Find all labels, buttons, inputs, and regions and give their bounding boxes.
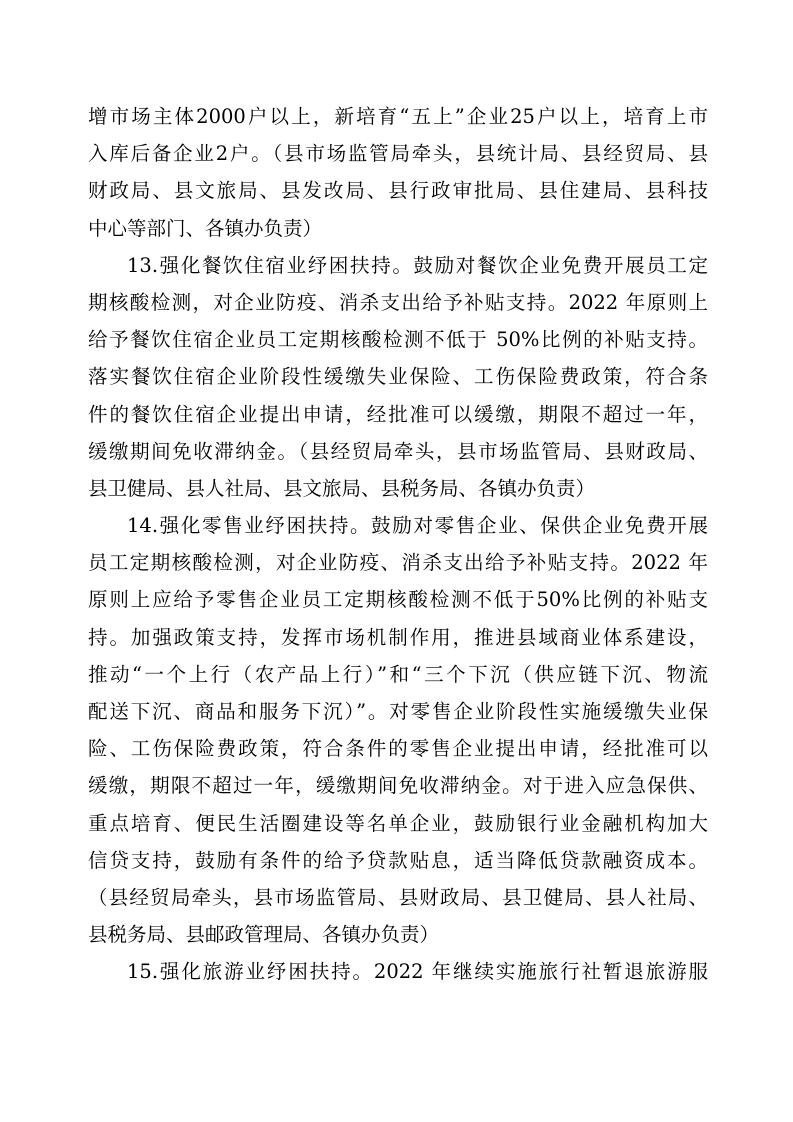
text-line: 15.强化旅游业纾困扶持。2022 年继续实施旅行社暂退旅游服: [127, 960, 708, 984]
text-line: 期核酸检测，对企业防疫、消杀支出给予补贴支持。2022 年原则上: [88, 290, 708, 314]
text-line: （县经贸局牵头，县市场监管局、县财政局、县卫健局、县人社局、: [88, 885, 708, 909]
text-line: 件的餐饮住宿企业提出申请，经批准可以缓缴，期限不超过一年，: [88, 402, 708, 426]
text-line: 13.强化餐饮住宿业纾困扶持。鼓励对餐饮企业免费开展员工定: [127, 253, 708, 277]
text-line: 县税务局、县邮政管理局、各镇办负责）: [88, 923, 440, 947]
text-line: 配送下沉、商品和服务下沉）”。对零售企业阶段性实施缓缴失业保: [88, 700, 708, 723]
text-line: 缓缴期间免收滞纳金。（县经贸局牵头，县市场监管局、县财政局、: [88, 439, 708, 463]
text-line: 信贷支持，鼓励有条件的给予贷款贴息，适当降低贷款融资成本。: [88, 848, 708, 872]
text-line: 14.强化零售业纾困扶持。鼓励对零售企业、保供企业免费开展: [127, 514, 708, 538]
text-line: 重点培育、便民生活圈建设等名单企业，鼓励银行业金融机构加大: [88, 811, 708, 835]
text-line: 险、工伤保险费政策，符合条件的零售企业提出申请，经批准可以: [88, 737, 708, 761]
text-line: 县卫健局、县人社局、县文旅局、县税务局、各镇办负责）: [88, 476, 596, 500]
text-line: 持。加强政策支持，发挥市场机制作用，推进县域商业体系建设，: [88, 625, 708, 649]
text-line: 入库后备企业2户。（县市场监管局牵头，县统计局、县经贸局、县: [88, 142, 708, 166]
text-line: 落实餐饮住宿企业阶段性缓缴失业保险、工伤保险费政策，符合条: [88, 365, 708, 389]
text-line: 财政局、县文旅局、县发改局、县行政审批局、县住建局、县科技: [88, 179, 708, 203]
text-line: 推动“一个上行（农产品上行）”和“三个下沉（供应链下沉、物流: [88, 662, 708, 686]
text-line: 给予餐饮住宿企业员工定期核酸检测不低于 50%比例的补贴支持。: [88, 328, 708, 352]
text-line: 增市场主体2000户以上，新培育“五上”企业25户以上，培育上市: [88, 105, 708, 128]
text-line: 员工定期核酸检测，对企业防疫、消杀支出给予补贴支持。2022 年: [88, 551, 708, 575]
document-page: [88, 98, 708, 991]
text-line: 缓缴，期限不超过一年，缓缴期间免收滞纳金。对于进入应急保供、: [88, 774, 708, 798]
text-line: 中心等部门、各镇办负责）: [88, 216, 323, 240]
text-line: 原则上应给予零售企业员工定期核酸检测不低于50%比例的补贴支: [88, 588, 708, 612]
